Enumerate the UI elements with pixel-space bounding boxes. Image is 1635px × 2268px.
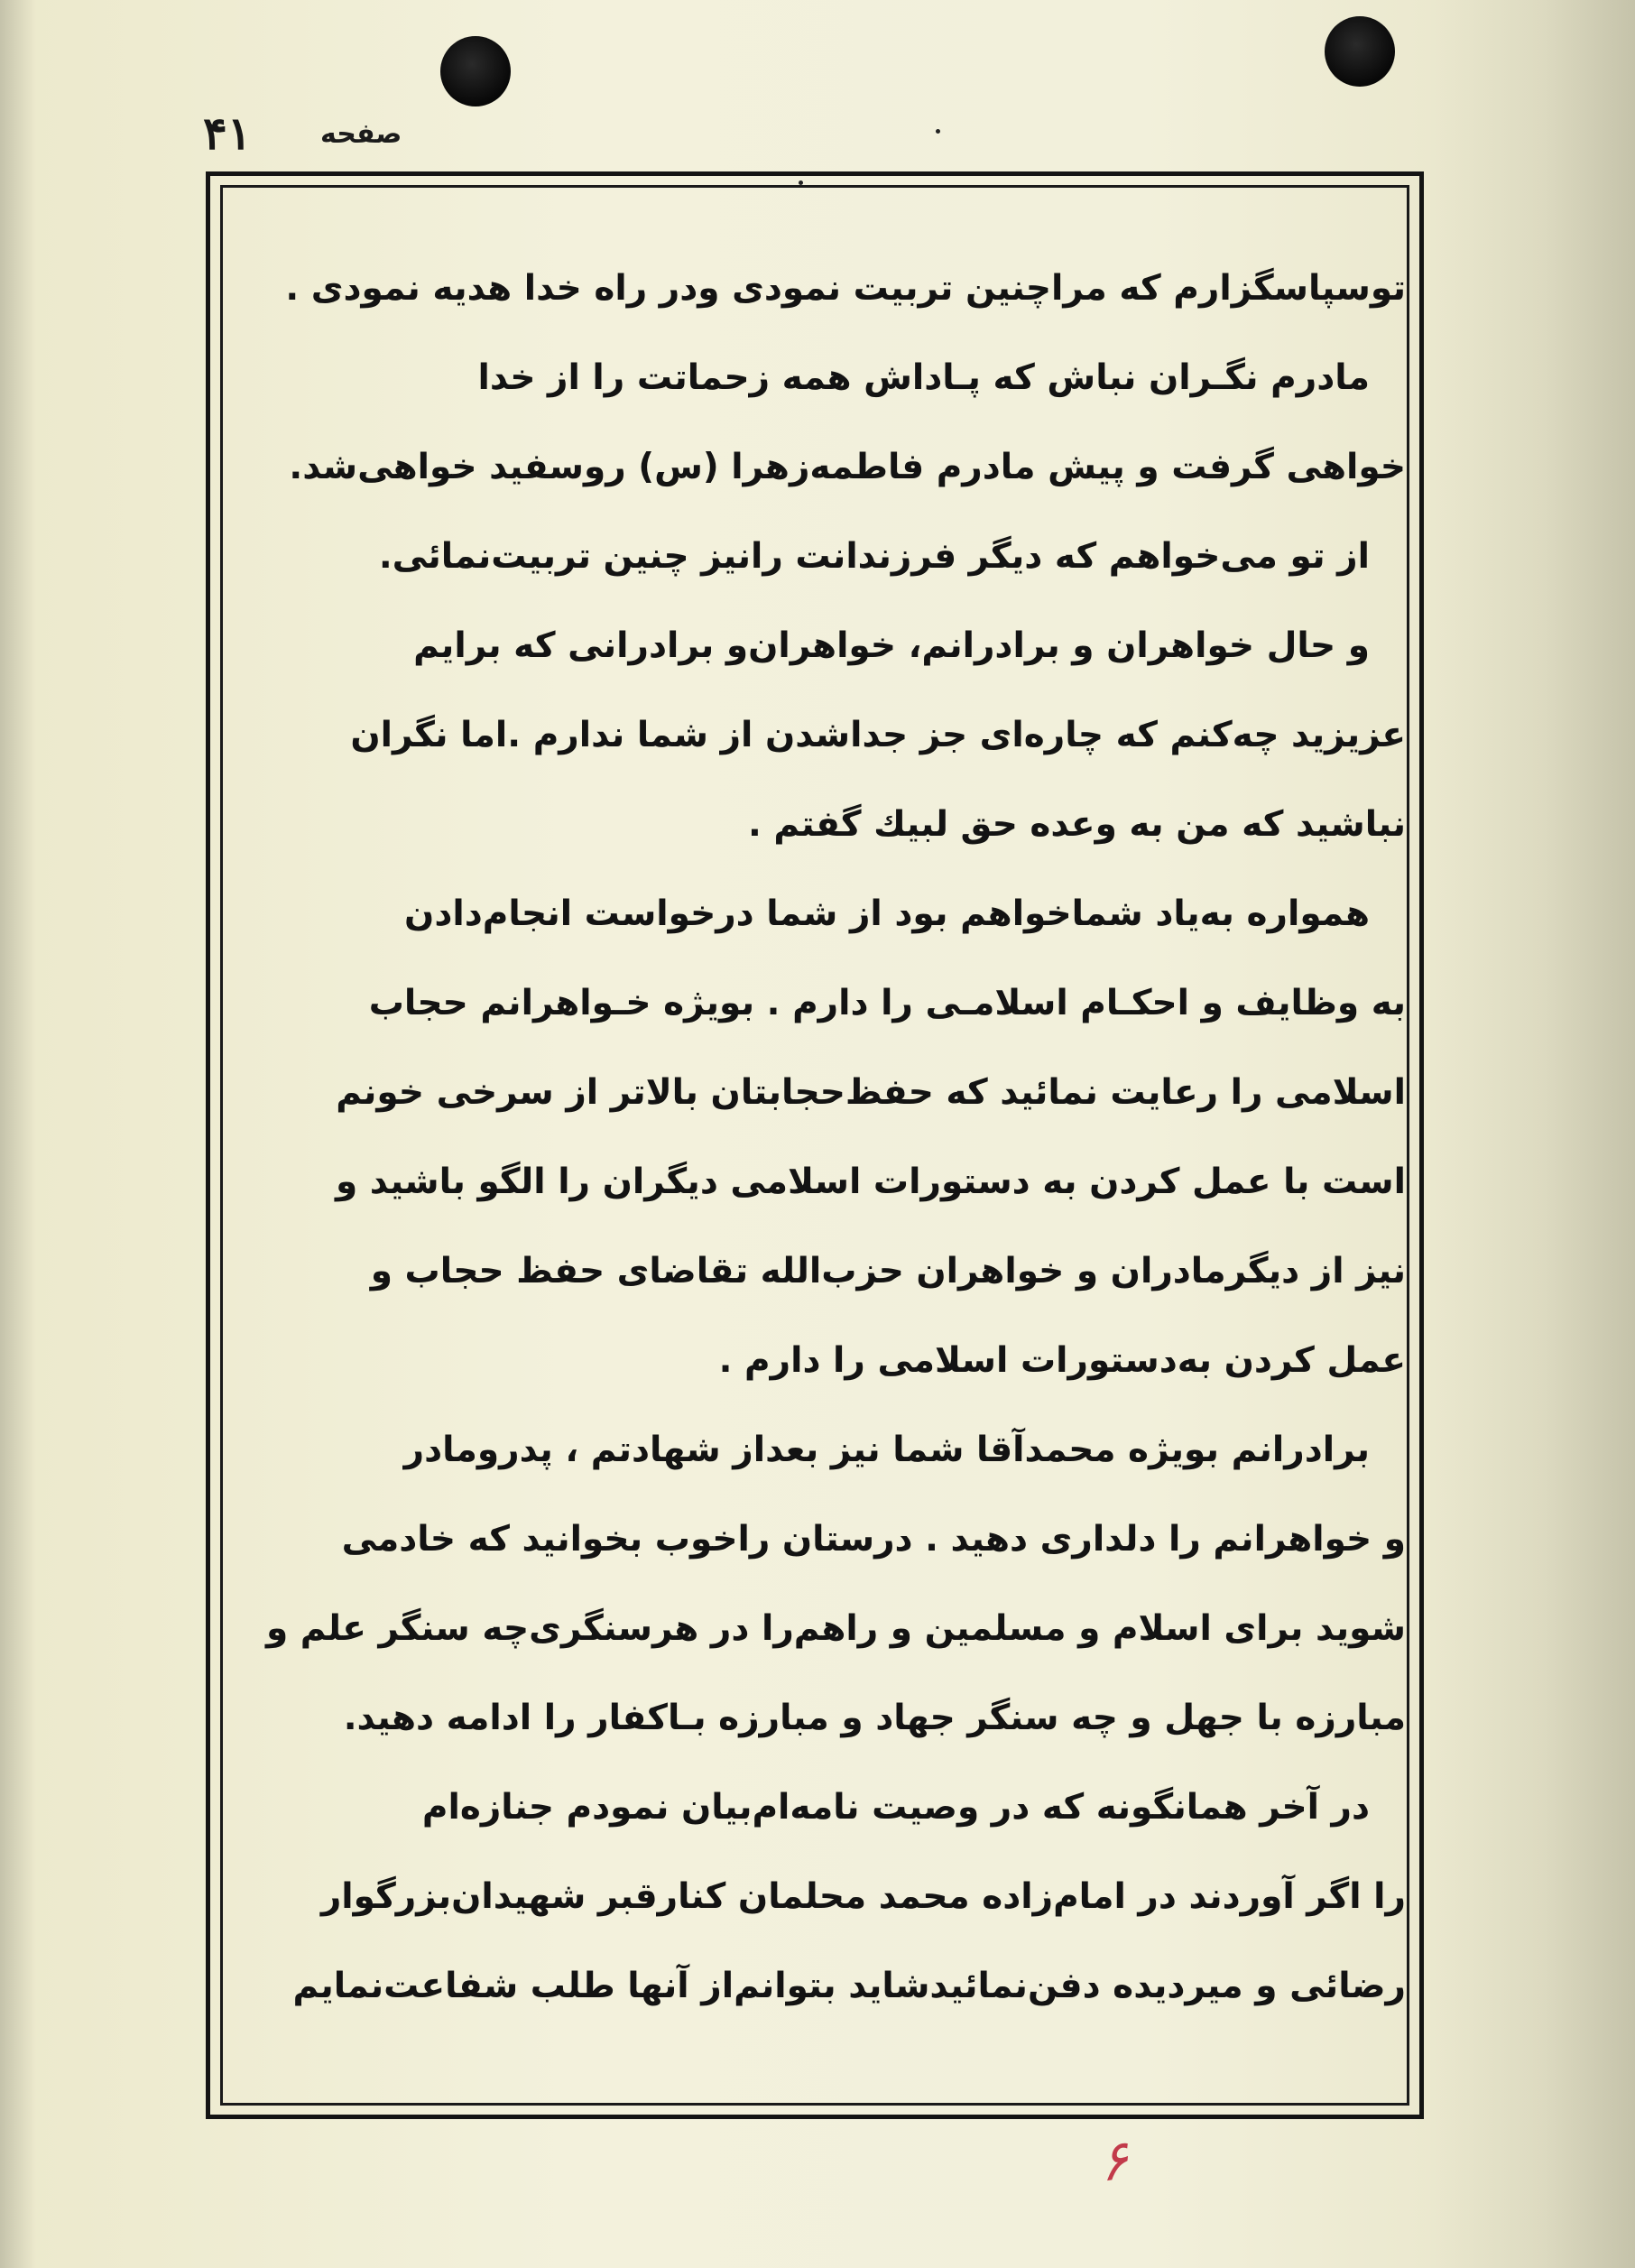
text-line: مادرم نگـران نباش که پـاداش همه زحماتت را از خدا	[477, 357, 1370, 398]
text-line: اسلامی را رعایت نمائید که حفظ‌حجابتان بالاتر از سرخی خونم	[336, 1072, 1406, 1113]
text-line: در آخر همانگونه که در وصیت نامه‌ام‌بیان نمودم جنازه‌ام	[421, 1787, 1370, 1828]
text-line: است با عمل کردن به دستورات اسلامی دیگران را الگو باشید و	[335, 1162, 1406, 1202]
punch-hole-right	[1325, 16, 1395, 87]
text-line: توسپاسگزارم که مراچنین تربیت نمودی ودر راه خدا هدیه نمودی .	[285, 268, 1406, 309]
letter-body	[233, 244, 1406, 2049]
text-line: مبارزه با جهل و چه سنگر جهاد و مبارزه بـاکفار را ادامه دهید.	[343, 1698, 1406, 1738]
text-line: شوید برای اسلام و مسلمین و راهم‌را در هرسنگری‌چه سنگر علم و	[265, 1608, 1406, 1649]
text-line: را اگر آوردند در امام‌زاده محمد محلمان کنارقبر شهیدان‌بزرگوار	[320, 1876, 1406, 1917]
page-number: ۴۱	[203, 106, 252, 160]
text-line: و حال خواهران و برادرانم، خواهران‌و برادرانی که برایم	[413, 625, 1370, 666]
punch-hole-left	[440, 36, 511, 106]
handwritten-page-mark: ۶	[1095, 2128, 1132, 2195]
text-line: عزیزید چه‌کنم که چاره‌ای جز جداشدن از شما ندارم .اما نگران	[350, 715, 1406, 755]
page-label: صفحه	[320, 118, 402, 150]
text-line: برادرانم بویژه محمدآقا شما نیز بعداز شهادتم ، پدرومادر	[403, 1430, 1370, 1470]
page-header	[203, 106, 429, 161]
text-line: به وظایف و احکـام اسلامـی را دارم . بویژه خـواهرانم حجاب	[368, 983, 1406, 1023]
text-line: خواهی گرفت و پیش مادرم فاطمه‌زهرا (س) روسفید خواهی‌شد.	[289, 447, 1406, 487]
text-line: و خواهرانم را دلداری دهید . درستان راخوب بخوانید که خادمی	[341, 1519, 1406, 1560]
text-line: همواره به‌یاد شماخواهم بود از شما درخواست انجام‌دادن	[404, 893, 1370, 934]
text-line: نیز از دیگرمادران و خواهران حزب‌الله تقاضای حفظ حجاب و	[370, 1251, 1406, 1291]
text-line: رضائی و میردیده دفن‌نمائیدشاید بتوانم‌از آنها طلب شفاعت‌نمایم	[292, 1966, 1406, 2006]
text-line: عمل کردن به‌دستورات اسلامی را دارم .	[718, 1340, 1406, 1381]
text-line: نباشید که من به وعده حق لبیك گفتم .	[747, 804, 1406, 845]
scan-shadow-left	[0, 0, 36, 2268]
text-line: از تو می‌خواهم که دیگر فرزندانت رانیز چنین تربیت‌نمائی.	[378, 536, 1370, 577]
speck	[936, 129, 940, 134]
scan-shadow-right	[1427, 0, 1635, 2268]
